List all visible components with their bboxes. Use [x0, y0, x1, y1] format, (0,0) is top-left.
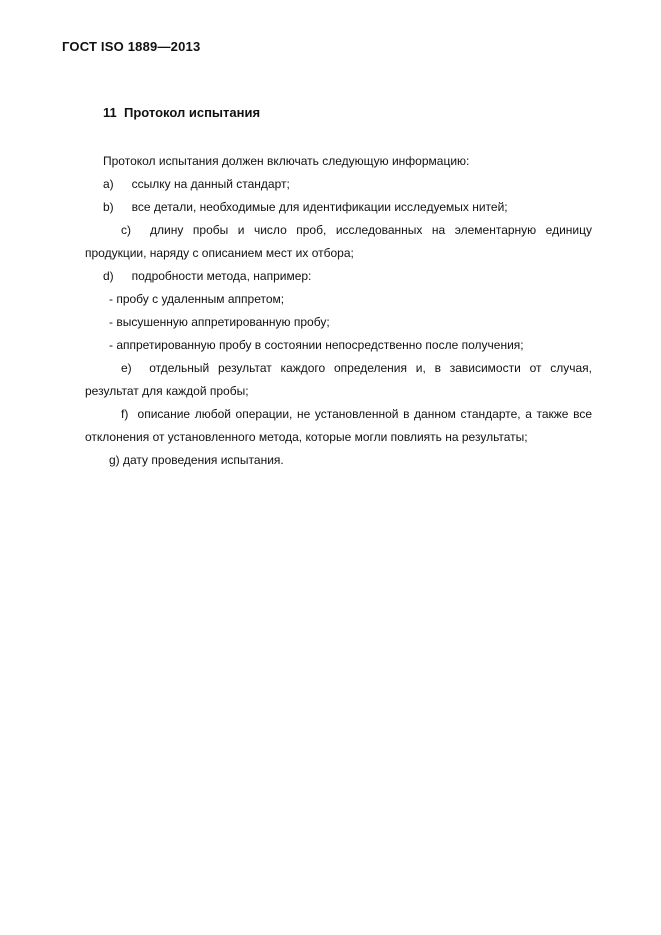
item-text: длину пробы и число проб, исследованных на элементарную единицу продукции, наряду с описанием мест их отбора;: [85, 223, 593, 260]
section-body: [85, 150, 592, 472]
item-label: d): [103, 269, 114, 283]
item-text: подробности метода, например:: [131, 269, 312, 283]
item-text: все детали, необходимые для идентификации исследуемых нитей;: [131, 200, 508, 214]
list-subitem: - аппретированную пробу в состоянии непосредственно после получения;: [109, 338, 524, 352]
section-number: 11: [103, 105, 117, 120]
item-label: a): [103, 177, 114, 191]
list-subitem: - высушенную аппретированную пробу;: [109, 315, 330, 329]
list-subitem: - пробу с удаленным аппретом;: [109, 292, 285, 306]
section-heading: [103, 105, 260, 120]
item-label: g): [109, 453, 120, 467]
item-label: f): [121, 407, 129, 421]
document-code: ГОСТ ISO 1889—2013: [62, 39, 201, 54]
list-item-d: [85, 265, 592, 288]
item-label: c): [121, 223, 131, 237]
item-text: описание любой операции, не установленной в данном стандарте, а также все отклонения от установленного метода, которые могли повлиять на результаты;: [85, 407, 592, 444]
intro-paragraph: Протокол испытания должен включать следующую информацию:: [103, 154, 470, 168]
list-item-f: [85, 403, 592, 449]
item-text: ссылку на данный стандарт;: [131, 177, 290, 191]
item-text: отдельный результат каждого определения и, в зависимости от случая, результат для каждой пробы;: [85, 361, 593, 398]
item-text: дату проведения испытания.: [123, 453, 284, 467]
list-item-c: [85, 219, 592, 265]
list-item-e: [85, 357, 592, 403]
item-label: e): [121, 361, 132, 375]
list-item-g: [85, 449, 592, 472]
list-item-b: [85, 196, 592, 219]
list-item-a: [85, 173, 592, 196]
item-label: b): [103, 200, 114, 214]
section-title: Протокол испытания: [123, 105, 261, 120]
